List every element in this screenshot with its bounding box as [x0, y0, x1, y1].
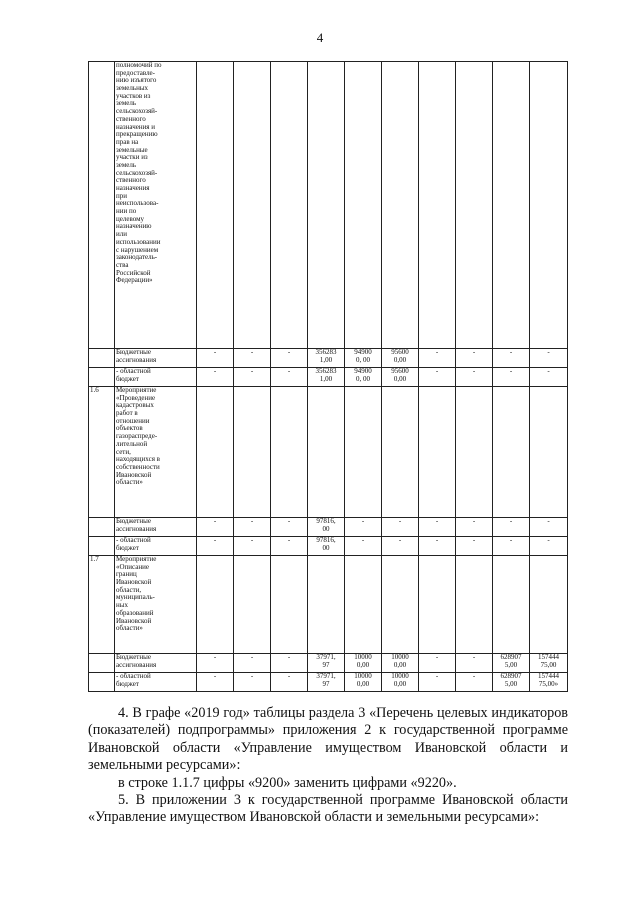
value-cell: - — [456, 654, 493, 673]
value-cell: - — [456, 673, 493, 692]
value-cell: - — [456, 349, 493, 368]
row-description-cell: Бюджетные ассигнования — [115, 654, 197, 673]
value-cell — [345, 62, 382, 349]
value-cell: - — [197, 654, 234, 673]
value-cell: 157444 75,00» — [530, 673, 568, 692]
value-cell: 37971, 97 — [308, 673, 345, 692]
table-row — [89, 654, 568, 673]
value-cell: - — [271, 349, 308, 368]
value-cell — [382, 62, 419, 349]
value-cell: - — [456, 518, 493, 537]
row-description-cell: - областной бюджет — [115, 537, 197, 556]
value-cell: - — [234, 673, 271, 692]
value-cell: 628907 5,00 — [493, 654, 530, 673]
table-row — [89, 518, 568, 537]
value-cell — [456, 556, 493, 654]
value-cell — [456, 387, 493, 518]
value-cell — [530, 387, 568, 518]
value-cell: - — [493, 537, 530, 556]
value-cell: - — [234, 368, 271, 387]
value-cell: - — [493, 349, 530, 368]
value-cell: - — [197, 673, 234, 692]
value-cell: - — [271, 537, 308, 556]
table-row — [89, 387, 568, 518]
value-cell: 356283 1,00 — [308, 349, 345, 368]
value-cell — [382, 387, 419, 518]
value-cell — [493, 556, 530, 654]
value-cell: - — [530, 518, 568, 537]
value-cell — [419, 62, 456, 349]
value-cell: 97816, 00 — [308, 518, 345, 537]
page-number: 4 — [316, 30, 324, 45]
value-cell: 356283 1,00 — [308, 368, 345, 387]
value-cell — [234, 387, 271, 518]
value-cell: - — [234, 518, 271, 537]
row-number-cell — [89, 518, 115, 537]
value-cell: 95600 0,00 — [382, 368, 419, 387]
value-cell: - — [530, 537, 568, 556]
value-cell — [419, 556, 456, 654]
value-cell — [197, 387, 234, 518]
value-cell: - — [419, 518, 456, 537]
value-cell: - — [456, 537, 493, 556]
value-cell: - — [382, 537, 419, 556]
value-cell: - — [493, 518, 530, 537]
value-cell — [530, 62, 568, 349]
value-cell: 10000 0,00 — [382, 673, 419, 692]
body-text — [88, 705, 568, 827]
row-number-cell: 1.6 — [89, 387, 115, 518]
value-cell: - — [271, 673, 308, 692]
value-cell: - — [530, 349, 568, 368]
value-cell — [234, 556, 271, 654]
value-cell: 628907 5,00 — [493, 673, 530, 692]
value-cell — [197, 556, 234, 654]
value-cell — [308, 556, 345, 654]
row-description-cell: Бюджетные ассигнования — [115, 518, 197, 537]
row-number-cell — [89, 673, 115, 692]
value-cell — [308, 387, 345, 518]
value-cell: - — [456, 368, 493, 387]
value-cell: 157444 75,00 — [530, 654, 568, 673]
value-cell: - — [234, 537, 271, 556]
value-cell: - — [419, 537, 456, 556]
value-cell: - — [345, 518, 382, 537]
value-cell: - — [197, 518, 234, 537]
value-cell: 10000 0,00 — [345, 673, 382, 692]
table-row — [89, 349, 568, 368]
value-cell: - — [197, 349, 234, 368]
value-cell: 10000 0,00 — [345, 654, 382, 673]
table-row — [89, 556, 568, 654]
value-cell — [530, 556, 568, 654]
row-description-cell: Мероприятие «Проведение кадастровых работ в отношении объектов газораспреде- лительной сети, находящихся в собственности Ивановской области» — [115, 387, 197, 518]
row-number-cell — [89, 62, 115, 349]
value-cell: - — [493, 368, 530, 387]
value-cell: 97816, 00 — [308, 537, 345, 556]
value-cell — [419, 387, 456, 518]
value-cell: - — [382, 518, 419, 537]
budget-table — [88, 61, 568, 692]
value-cell — [456, 62, 493, 349]
value-cell — [308, 62, 345, 349]
value-cell: - — [271, 368, 308, 387]
table-row — [89, 368, 568, 387]
row-number-cell — [89, 537, 115, 556]
table-row — [89, 62, 568, 349]
value-cell — [493, 62, 530, 349]
value-cell: - — [530, 368, 568, 387]
value-cell: - — [197, 368, 234, 387]
row-description-cell: Мероприятие «Описание границ Ивановской области, муниципаль- ных образований Ивановской области» — [115, 556, 197, 654]
table-row — [89, 537, 568, 556]
value-cell: 95600 0,00 — [382, 349, 419, 368]
value-cell: - — [271, 518, 308, 537]
value-cell: - — [234, 654, 271, 673]
value-cell: 94900 0, 00 — [345, 349, 382, 368]
value-cell: - — [419, 673, 456, 692]
value-cell: - — [419, 368, 456, 387]
value-cell: 10000 0,00 — [382, 654, 419, 673]
value-cell: - — [234, 349, 271, 368]
value-cell — [345, 387, 382, 518]
row-description-cell: - областной бюджет — [115, 368, 197, 387]
row-number-cell — [89, 654, 115, 673]
table-row — [89, 673, 568, 692]
row-description-cell: полномочий по предоставле- нию изъятого земельных участков из земель сельскохозяй- ственного назначения и прекращению прав на земельные участки из земель сельскохозяй- ственного назначения при неиспользова- нии по целевому назначению или использовании с нарушением законодатель- ства Российской Федерации» — [115, 62, 197, 349]
paragraph-line-change: в строке 1.1.7 цифры «9200» заменить цифрами «9220». — [118, 774, 457, 791]
value-cell: - — [345, 537, 382, 556]
row-description-cell: - областной бюджет — [115, 673, 197, 692]
value-cell — [271, 62, 308, 349]
value-cell — [197, 62, 234, 349]
value-cell: - — [197, 537, 234, 556]
row-number-cell — [89, 349, 115, 368]
paragraph-4: 4. В графе «2019 год» таблицы раздела 3 «Перечень целевых индикаторов (показателей) подпрограммы» приложения 2 к государственной программе Ивановской области «Управление имуществом Ивановской области и земельными ресурсами»: — [88, 705, 568, 774]
row-number-cell: 1.7 — [89, 556, 115, 654]
row-number-cell — [89, 368, 115, 387]
value-cell: - — [419, 654, 456, 673]
value-cell — [271, 556, 308, 654]
row-description-cell: Бюджетные ассигнования — [115, 349, 197, 368]
value-cell — [345, 556, 382, 654]
value-cell — [271, 387, 308, 518]
value-cell: - — [271, 654, 308, 673]
value-cell: 94900 0, 00 — [345, 368, 382, 387]
value-cell: - — [419, 349, 456, 368]
value-cell — [382, 556, 419, 654]
value-cell — [493, 387, 530, 518]
value-cell: 37971, 97 — [308, 654, 345, 673]
value-cell — [234, 62, 271, 349]
paragraph-5: 5. В приложении 3 к государственной программе Ивановской области «Управление имуществом Ивановской области и земельными ресурсами»: — [88, 792, 568, 826]
